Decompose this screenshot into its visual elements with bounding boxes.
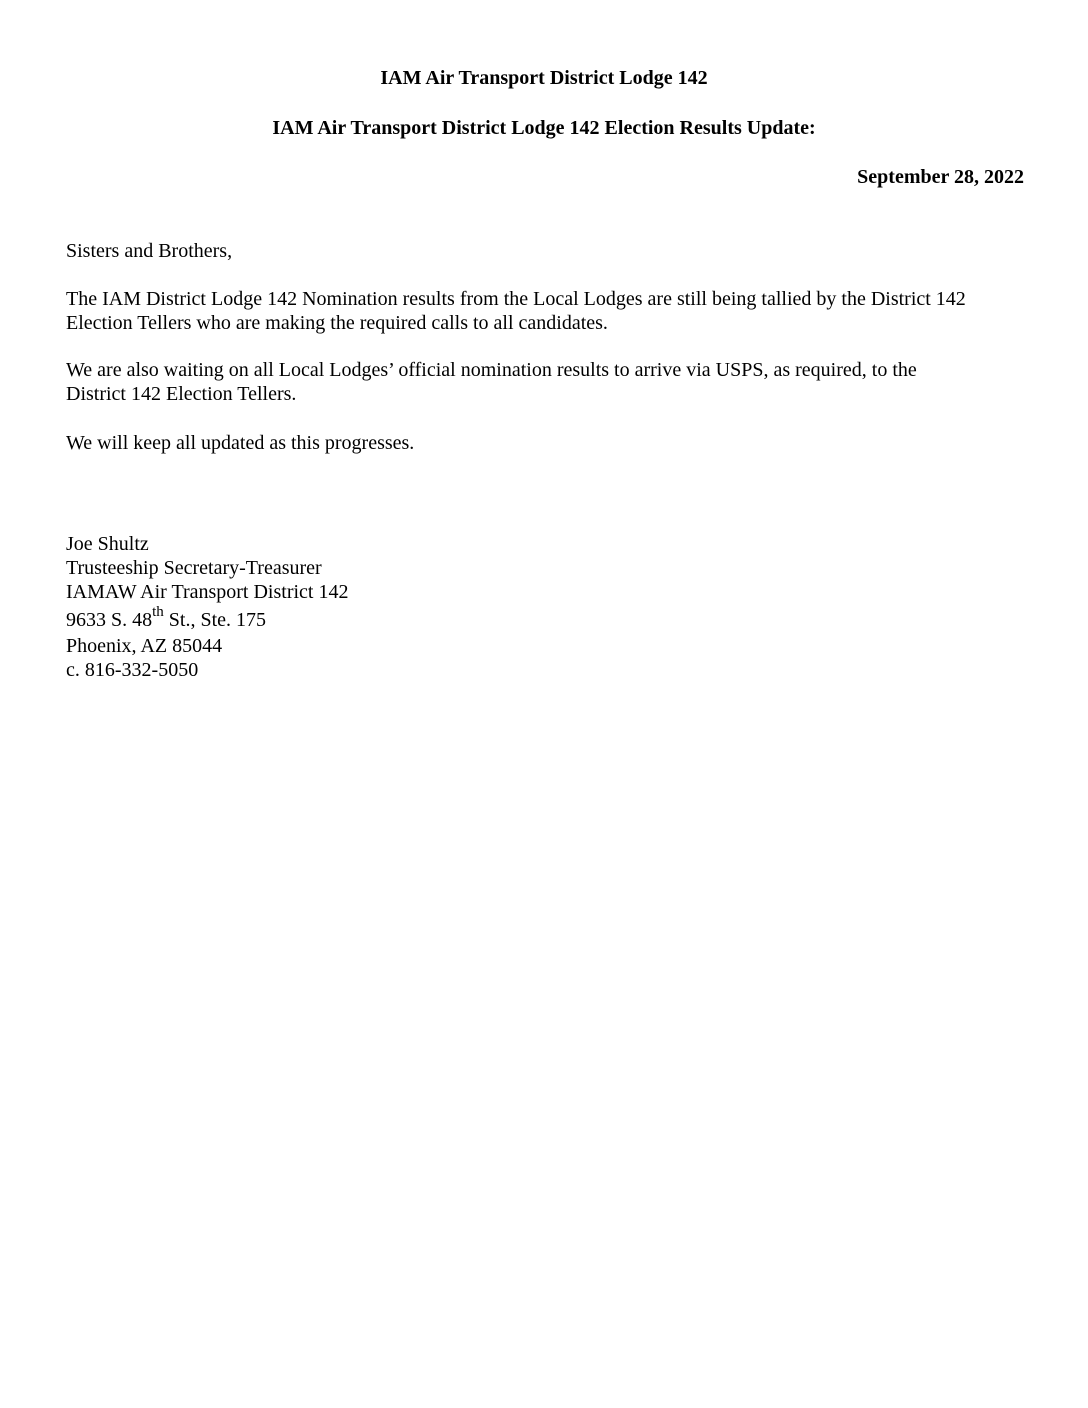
paragraph-1-line-2: Election Tellers who are making the required calls to all candidates.	[66, 312, 608, 334]
address-street-number: 9633 S. 48	[66, 609, 153, 631]
signature-name: Joe Shultz	[66, 533, 149, 555]
letter-date: September 28, 2022	[857, 166, 1024, 188]
signature-organization: IAMAW Air Transport District 142	[66, 581, 349, 603]
signature-address-street	[66, 604, 267, 632]
address-street-rest: St., Ste. 175	[163, 609, 267, 631]
address-ordinal: th	[152, 604, 164, 621]
signature-address-city: Phoenix, AZ 85044	[66, 635, 223, 657]
salutation: Sisters and Brothers,	[66, 240, 233, 262]
signature-title: Trusteeship Secretary-Treasurer	[66, 557, 322, 579]
paragraph-2-line-2: District 142 Election Tellers.	[66, 383, 297, 405]
paragraph-1-line-1: The IAM District Lodge 142 Nomination results from the Local Lodges are still being tallied by the District 142	[66, 288, 966, 310]
subject-heading: IAM Air Transport District Lodge 142 Election Results Update:	[272, 117, 816, 139]
paragraph-3: We will keep all updated as this progresses.	[66, 432, 415, 454]
signature-phone: c. 816-332-5050	[66, 659, 199, 681]
org-title: IAM Air Transport District Lodge 142	[380, 67, 708, 89]
paragraph-2-line-1: We are also waiting on all Local Lodges’ official nomination results to arrive via USPS, as required, to the	[66, 359, 917, 381]
